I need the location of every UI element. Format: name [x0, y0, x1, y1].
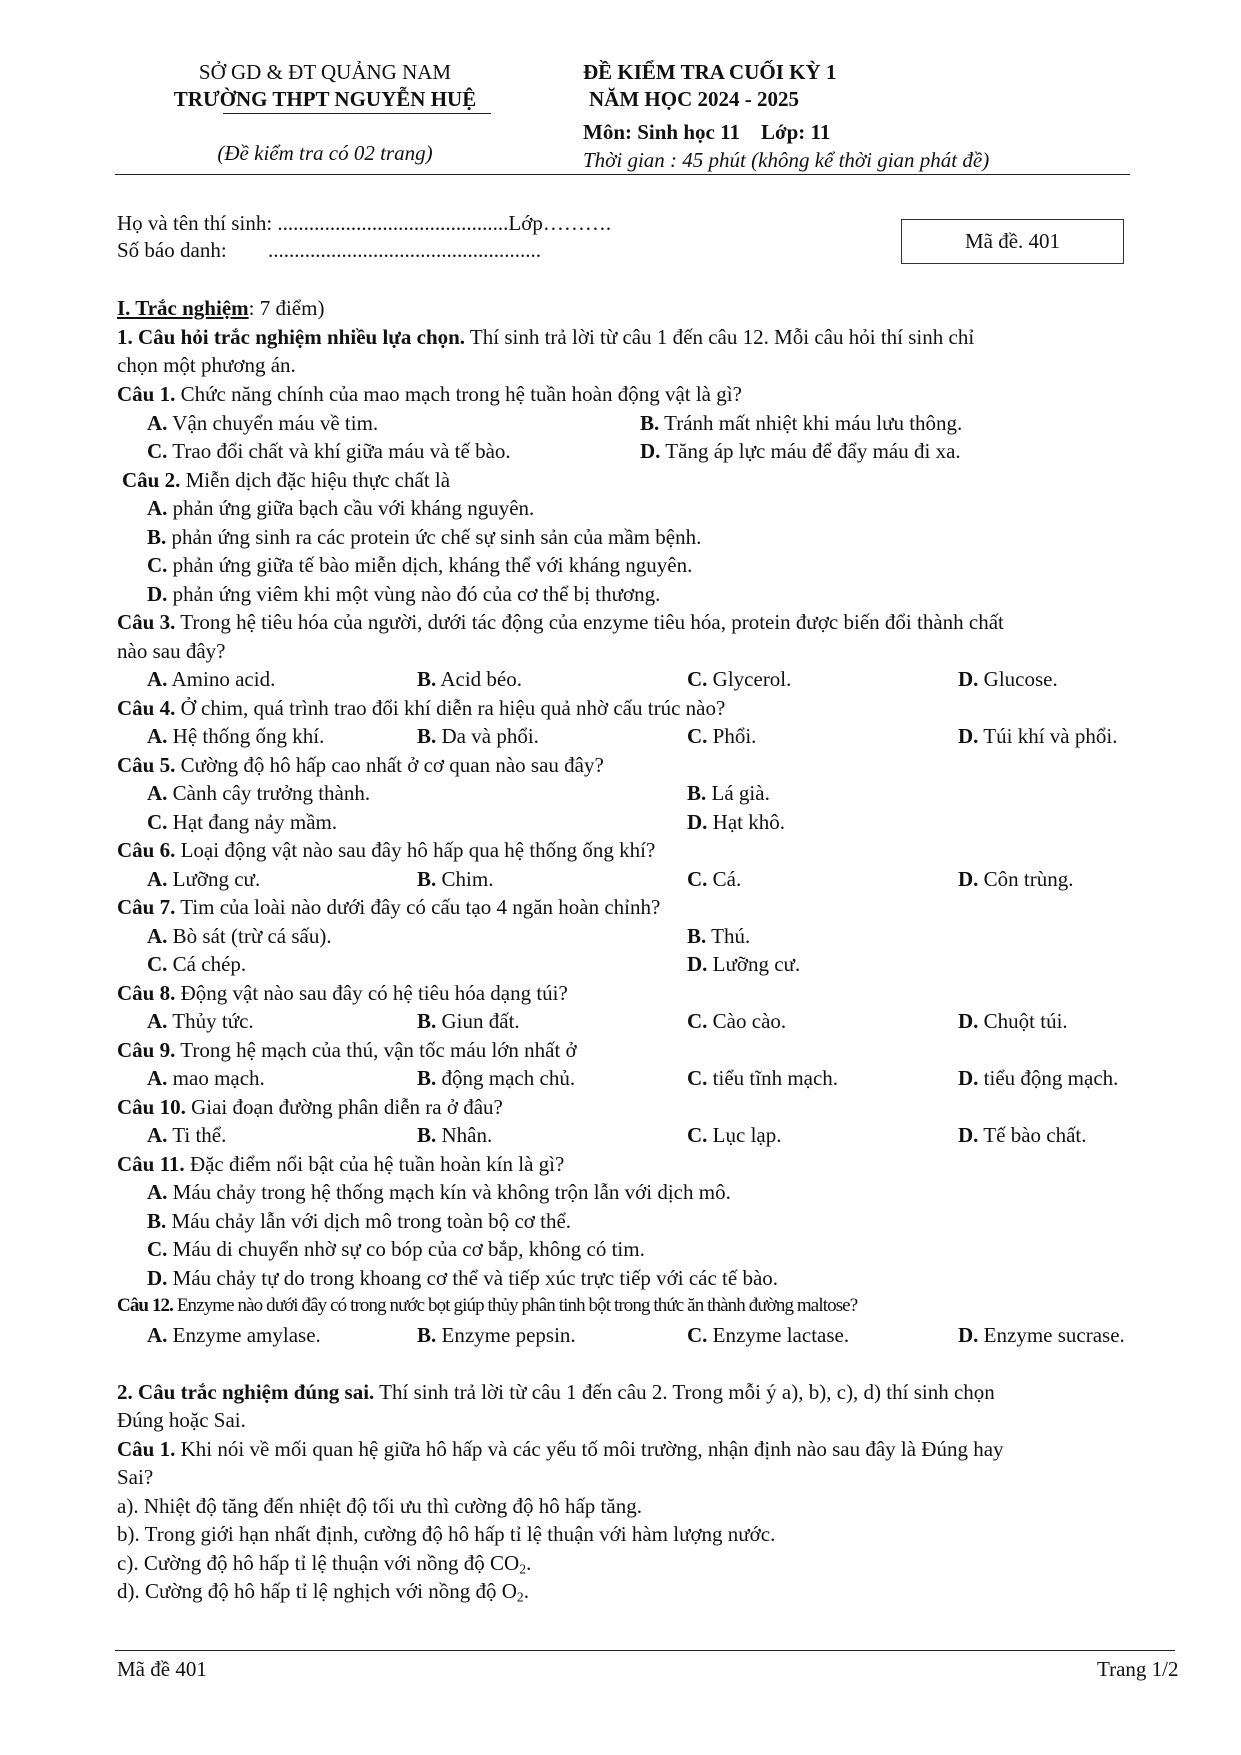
question-label: Câu 1.: [117, 1437, 176, 1461]
q3-option-d: D. Glucose.: [958, 667, 1058, 691]
q4-option-a: A. Hệ thống ống khí.: [147, 724, 325, 748]
question-3-cont: nào sau đây?: [117, 639, 226, 663]
q7-option-b: B. Thú.: [687, 924, 751, 948]
question-text: Cường độ hô hấp cao nhất ở cơ quan nào sau đây?: [175, 753, 604, 777]
tf-statement-c: c). Cường độ hô hấp tỉ lệ thuận với nồng độ $CO_2$.: [117, 1551, 532, 1577]
question-text: Khi nói về mối quan hệ giữa hô hấp và các yếu tố môi trường, nhận định nào sau đây là Đúng hay: [175, 1437, 1004, 1461]
q9-option-d: D. tiểu động mạch.: [958, 1066, 1119, 1090]
candidate-name-line: Họ và tên thí sinh: ............................................Lớp……….: [117, 211, 612, 235]
school-year: NĂM HỌC 2024 - 2025: [589, 87, 799, 111]
question-text: Enzyme nào dưới đây có trong nước bọt giúp thủy phân tinh bột trong thức ăn thành đường maltose?: [173, 1295, 858, 1316]
q6-option-c: C. Cá.: [687, 867, 742, 891]
question-6: [117, 840, 655, 861]
q7-option-a: A. Bò sát (trừ cá sấu).: [147, 924, 332, 948]
question-12: [117, 1296, 857, 1315]
q9-option-c: C. tiểu tĩnh mạch.: [687, 1066, 839, 1090]
tf-question-1: [117, 1439, 1004, 1460]
exam-time: Thời gian : 45 phút (không kể thời gian phát đề): [583, 148, 990, 172]
q5-option-c: C. Hạt đang nảy mầm.: [147, 810, 338, 834]
question-10: [117, 1097, 503, 1118]
tf-question-1-cont: Sai?: [117, 1465, 154, 1489]
q3-option-c: C. Glycerol.: [687, 667, 792, 691]
q11-option-c: C. Máu di chuyển nhờ sự co bóp của cơ bắp, không có tim.: [147, 1237, 645, 1261]
section1-title: I. Trắc nghiệm: [117, 296, 249, 320]
footer-exam-code: Mã đề 401: [117, 1657, 207, 1681]
pages-note: (Đề kiểm tra có 02 trang): [217, 141, 433, 165]
question-label: Câu 3.: [117, 610, 176, 634]
q10-option-b: B. Nhân.: [417, 1123, 493, 1147]
question-label: Câu 11.: [117, 1152, 185, 1176]
section2-instruction: [117, 1382, 995, 1403]
question-text: Giai đoạn đường phân diễn ra ở đâu?: [185, 1095, 503, 1119]
footer-page-number: Trang 1/2: [1097, 1657, 1179, 1681]
question-label: Câu 9.: [117, 1038, 176, 1062]
q7-option-c: C. Cá chép.: [147, 952, 247, 976]
question-label: Câu 4.: [117, 696, 176, 720]
q8-option-c: C. Cào cào.: [687, 1009, 787, 1033]
question-label: Câu 12.: [117, 1295, 173, 1316]
section2-title: 2. Câu trắc nghiệm đúng sai.: [117, 1380, 375, 1404]
question-5: [117, 755, 604, 776]
q12-option-b: B. Enzyme pepsin.: [417, 1323, 576, 1347]
question-9: [117, 1040, 577, 1061]
question-2: [122, 470, 450, 491]
question-label: Câu 5.: [117, 753, 176, 777]
q6-option-b: B. Chim.: [417, 867, 494, 891]
question-text: Chức năng chính của mao mạch trong hệ tuần hoàn động vật là gì?: [175, 382, 742, 406]
q10-option-d: D. Tế bào chất.: [958, 1123, 1087, 1147]
q2-option-c: C. phản ứng giữa tế bào miễn dịch, kháng thể với kháng nguyên.: [147, 553, 693, 577]
q3-option-a: A. Amino acid.: [147, 667, 276, 691]
q2-option-b: B. phản ứng sinh ra các protein ức chế sự sinh sản của mầm bệnh.: [147, 525, 702, 549]
q8-option-d: D. Chuột túi.: [958, 1009, 1068, 1033]
section1-title-rest: : 7 điểm): [248, 296, 325, 320]
q6-option-a: A. Lưỡng cư.: [147, 867, 261, 891]
subject-grade: Môn: Sinh học 11 Lớp: 11: [583, 120, 831, 144]
question-text: Ở chim, quá trình trao đổi khí diễn ra hiệu quả nhờ cấu trúc nào?: [175, 696, 726, 720]
q4-option-d: D. Túi khí và phổi.: [958, 724, 1118, 748]
question-label: Câu 8.: [117, 981, 176, 1005]
question-3: [117, 612, 1004, 633]
q5-option-d: D. Hạt khô.: [687, 810, 785, 834]
q12-option-d: D. Enzyme sucrase.: [958, 1323, 1125, 1347]
tf-statement-b: b). Trong giới hạn nhất định, cường độ hô hấp tỉ lệ thuận với hàm lượng nước.: [117, 1522, 776, 1546]
part1-instruction-cont: chọn một phương án.: [117, 353, 296, 377]
header-divider: [115, 174, 1130, 175]
question-label: Câu 6.: [117, 838, 176, 862]
q1-option-c: C. Trao đổi chất và khí giữa máu và tế bào.: [147, 439, 511, 463]
q8-option-a: A. Thủy tức.: [147, 1009, 254, 1033]
question-text: Trong hệ mạch của thú, vận tốc máu lớn nhất ở: [175, 1038, 577, 1062]
footer-divider: [115, 1650, 1175, 1651]
q6-option-d: D. Côn trùng.: [958, 867, 1074, 891]
question-7: [117, 897, 660, 918]
section1-heading: [117, 298, 324, 319]
q12-option-a: A. Enzyme amylase.: [147, 1323, 321, 1347]
candidate-id-label: Số báo danh:: [117, 238, 227, 262]
part1-instruction-text: Thí sinh trả lời từ câu 1 đến câu 12. Mỗi câu hỏi thí sinh chỉ: [465, 325, 975, 349]
q4-option-b: B. Da và phổi.: [417, 724, 539, 748]
q2-option-a: A. phản ứng giữa bạch cầu với kháng nguyên.: [147, 496, 535, 520]
exam-code-box: [901, 219, 1124, 264]
question-label: Câu 1.: [117, 382, 176, 406]
section2-instruction-text: Thí sinh trả lời từ câu 1 đến câu 2. Trong mỗi ý a), b), c), d) thí sinh chọn: [374, 1380, 995, 1404]
exam-code: Mã đề. 401: [964, 229, 1061, 253]
question-4: [117, 698, 725, 719]
q1-option-b: B. Tránh mất nhiệt khi máu lưu thông.: [640, 411, 963, 435]
q4-option-c: C. Phổi.: [687, 724, 757, 748]
q1-option-d: D. Tăng áp lực máu để đẩy máu đi xa.: [640, 439, 961, 463]
question-8: [117, 983, 568, 1004]
question-label: Câu 7.: [117, 895, 176, 919]
q3-option-b: B. Acid béo.: [417, 667, 522, 691]
part1-title: 1. Câu hỏi trắc nghiệm nhiều lựa chọn.: [117, 325, 466, 349]
question-text: Đặc điểm nổi bật của hệ tuần hoàn kín là gì?: [184, 1152, 565, 1176]
q5-option-a: A. Cành cây trưởng thành.: [147, 781, 371, 805]
department-name: SỞ GD & ĐT QUẢNG NAM: [198, 60, 452, 84]
question-text: Loại động vật nào sau đây hô hấp qua hệ thống ống khí?: [175, 838, 656, 862]
question-text: Miễn dịch đặc hiệu thực chất là: [180, 468, 451, 492]
question-1: [117, 384, 742, 405]
q11-option-b: B. Máu chảy lẫn với dịch mô trong toàn bộ cơ thể.: [147, 1209, 572, 1233]
q10-option-a: A. Ti thể.: [147, 1123, 227, 1147]
q9-option-b: B. động mạch chủ.: [417, 1066, 576, 1090]
q8-option-b: B. Giun đất.: [417, 1009, 520, 1033]
question-label: Câu 2.: [122, 468, 181, 492]
school-name: TRƯỜNG THPT NGUYỄN HUỆ: [173, 87, 477, 111]
q1-option-a: A. Vận chuyển máu về tim.: [147, 411, 379, 435]
q5-option-b: B. Lá già.: [687, 781, 770, 805]
question-text: Tim của loài nào dưới đây có cấu tạo 4 ngăn hoàn chỉnh?: [175, 895, 661, 919]
school-underline: [223, 113, 491, 114]
q7-option-d: D. Lưỡng cư.: [687, 952, 801, 976]
tf-statement-d: d). Cường độ hô hấp tỉ lệ nghịch với nồng độ $O_2$.: [117, 1579, 529, 1605]
q12-option-c: C. Enzyme lactase.: [687, 1323, 850, 1347]
question-text: Trong hệ tiêu hóa của người, dưới tác động của enzyme tiêu hóa, protein được biến đổi thành chất: [175, 610, 1004, 634]
question-text: Động vật nào sau đây có hệ tiêu hóa dạng túi?: [175, 981, 568, 1005]
q10-option-c: C. Lục lạp.: [687, 1123, 782, 1147]
q11-option-d: D. Máu chảy tự do trong khoang cơ thể và tiếp xúc trực tiếp với các tế bào.: [147, 1266, 779, 1290]
part1-instruction: [117, 327, 974, 348]
candidate-id-dots: ....................................................: [268, 238, 541, 262]
question-label: Câu 10.: [117, 1095, 186, 1119]
q2-option-d: D. phản ứng viêm khi một vùng nào đó của cơ thể bị thương.: [147, 582, 661, 606]
exam-title: ĐỀ KIỂM TRA CUỐI KỲ 1: [583, 60, 837, 84]
question-11: [117, 1154, 564, 1175]
q9-option-a: A. mao mạch.: [147, 1066, 265, 1090]
tf-statement-a: a). Nhiệt độ tăng đến nhiệt độ tối ưu thì cường độ hô hấp tăng.: [117, 1494, 642, 1518]
section2-instruction-cont: Đúng hoặc Sai.: [117, 1408, 246, 1432]
q11-option-a: A. Máu chảy trong hệ thống mạch kín và không trộn lẫn với dịch mô.: [147, 1180, 731, 1204]
